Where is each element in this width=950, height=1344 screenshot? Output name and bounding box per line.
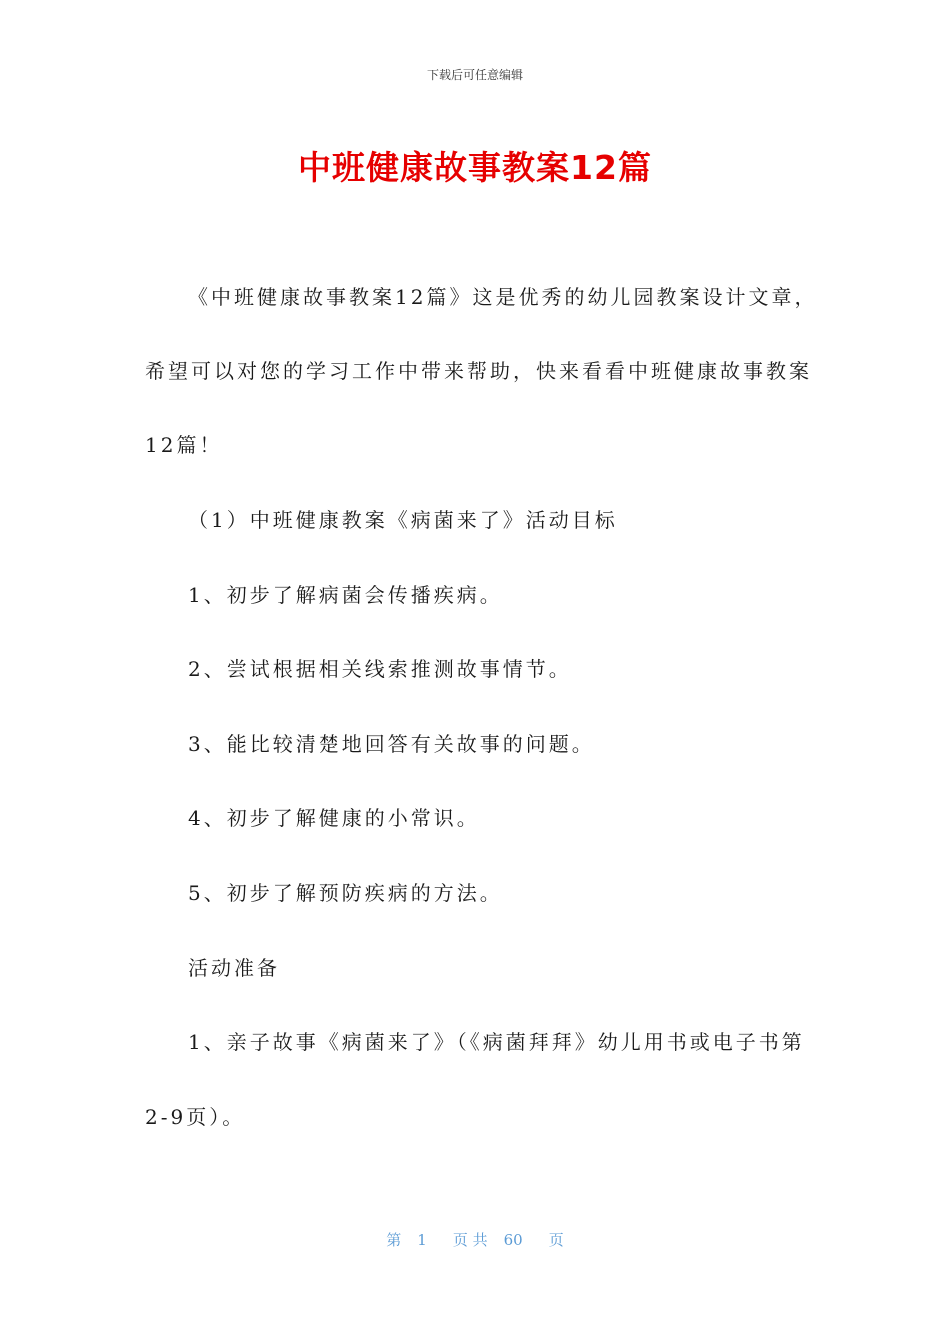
footer-middle: 页 共 — [452, 1231, 488, 1249]
header-note: 下载后可任意编辑 — [426, 68, 523, 82]
footer-current-page: 1 — [417, 1231, 427, 1249]
footer-total-pages: 60 — [503, 1231, 523, 1249]
intro-line-1: 《中班健康故事教案12篇》这是优秀的幼儿园教案设计文章， — [188, 285, 818, 309]
intro-line-2: 希望可以对您的学习工作中带来帮助，快来看看中班健康故事教案 — [145, 359, 812, 383]
section-heading: （1）中班健康教案《病菌来了》活动目标 — [188, 508, 618, 532]
footer-suffix: 页 — [548, 1231, 564, 1249]
goal-item-1: 1、初步了解病菌会传播疾病。 — [188, 583, 503, 607]
prep-heading: 活动准备 — [188, 956, 280, 980]
document-title: 中班健康故事教案12篇 — [298, 148, 652, 187]
page-footer — [0, 1229, 950, 1250]
prep-item-1-line-2: 2-9页）。 — [145, 1105, 246, 1129]
goal-item-3: 3、能比较清楚地回答有关故事的问题。 — [188, 732, 595, 756]
goal-item-2: 2、尝试根据相关线索推测故事情节。 — [188, 657, 572, 681]
prep-item-1-line-1: 1、亲子故事《病菌来了》（《病菌拜拜》幼儿用书或电子书第 — [188, 1030, 805, 1054]
intro-line-3: 12篇！ — [145, 433, 223, 457]
goal-item-5: 5、初步了解预防疾病的方法。 — [188, 881, 503, 905]
goal-item-4: 4、初步了解健康的小常识。 — [188, 806, 480, 830]
footer-prefix: 第 — [386, 1231, 402, 1249]
